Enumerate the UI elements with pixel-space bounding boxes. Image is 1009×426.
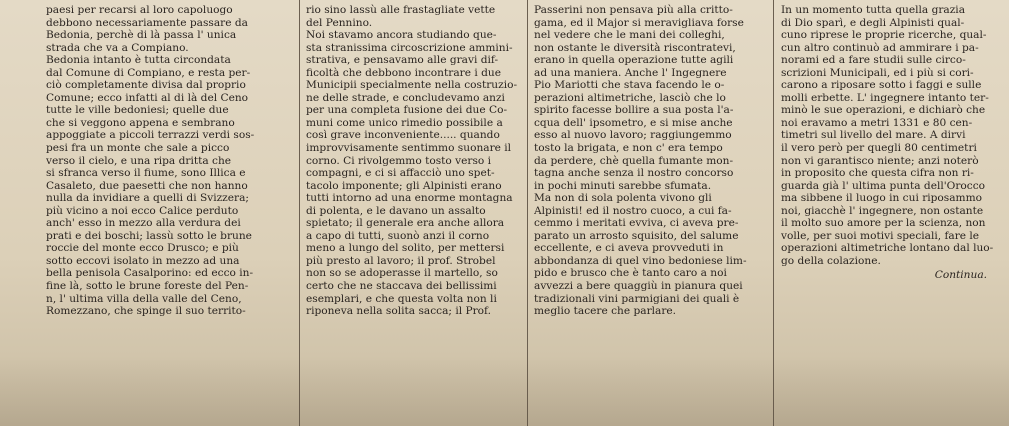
text-line: cuno riprese le proprie ricerche, qual-	[781, 29, 987, 42]
text-line: Casaleto, due paesetti che non hanno	[46, 179, 248, 192]
text-line: volle, per suoi motivi speciali, fare le	[781, 229, 980, 242]
text-line: per una completa fusione dei due Co-	[306, 104, 508, 117]
text-line: cemmo i meritati evviva, ci aveva pre-	[534, 217, 739, 230]
text-line: noi eravamo a metri 1331 e 80 cen-	[781, 116, 973, 129]
text-line: ad una maniera. Anche l' Ingegnere	[534, 66, 727, 79]
text-line: tosto la brigata, e non c' era tempo	[534, 142, 723, 155]
text-line: in proposito che questa cifra non ri-	[781, 167, 974, 180]
text-line: meglio tacere che parlare.	[534, 305, 677, 318]
text-line: nulla da invidiare a quelli di Svizzera;	[46, 192, 249, 205]
text-line: abbondanza di quel vino bedoniese lim-	[534, 254, 747, 267]
text-line: compagni, e ci si affacciò uno spet-	[306, 167, 495, 180]
text-line: cqua dell' ipsometro, e si mise anche	[534, 116, 733, 129]
text-line: bella penisola Casalporino: ed ecco in-	[46, 267, 254, 280]
text-line: dal Comune di Compiano, e resta per-	[46, 66, 251, 79]
text-line: non vi garantisco niente; anzi noterò	[781, 154, 979, 167]
text-line: anch' esso in mezzo alla verdura dei	[46, 217, 241, 230]
text-line: erano in quella operazione tutte agili	[534, 54, 734, 67]
text-line: scrizioni Municipali, ed i più si cori-	[781, 66, 974, 79]
text-line: verso il cielo, e una ripa dritta che	[46, 154, 232, 167]
text-line: guarda già l' ultima punta dell'Orocco	[781, 179, 986, 192]
text-line: meno a lungo del solito, per mettersi	[306, 242, 505, 255]
text-line: certo che ne staccava dei bellissimi	[306, 280, 497, 293]
column-divider	[773, 0, 774, 426]
text-line: il vero però per quegli 80 centimetri	[781, 142, 977, 155]
text-line: rio sino lassù alle frastagliate vette	[306, 4, 496, 16]
text-line: eccellente, e ci aveva provveduti in	[534, 242, 724, 255]
text-line: pesi fra un monte che sale a picco	[46, 142, 230, 155]
page-shadow	[0, 356, 1009, 426]
text-line: fine là, sotto le brune foreste del Pen-	[46, 280, 249, 293]
text-line: tacolo imponente; gli Alpinisti erano	[306, 179, 502, 192]
text-line: Comune; ecco infatti al di là del Ceno	[46, 91, 249, 104]
text-line: spietato; il generale era anche allora	[306, 217, 505, 230]
text-line: operazioni altimetriche lontano dal luo-	[781, 242, 994, 255]
text-line: n, l' ultima villa della valle del Ceno,	[46, 292, 242, 305]
text-line: non ostante le diversità riscontratevi,	[534, 41, 736, 54]
text-line: prati e dei boschi; lassù sotto le brune	[46, 229, 252, 242]
text-line: gama, ed il Major si meravigliava forse	[534, 16, 744, 29]
text-line: il molto suo amore per la scienza, non	[781, 217, 986, 230]
text-line: go della colazione.	[781, 254, 881, 267]
text-line: timetri sul livello del mare. A dirvi	[781, 129, 966, 142]
continua-label: Continua.	[934, 269, 987, 282]
text-line: Bedonia intanto è tutta circondata	[46, 54, 231, 67]
text-line: noi, giacchè l' ingegnere, non ostante	[781, 204, 984, 217]
text-line: roccie del monte ecco Drusco; e più	[46, 242, 239, 255]
text-line: di Dio sparì, e degli Alpinisti qual-	[781, 16, 965, 29]
text-line: si sfranca verso il fiume, sono Illica e	[46, 167, 246, 180]
text-line: In un momento tutta quella grazia	[781, 4, 966, 16]
text-line: parato un arrosto squisito, del salume	[534, 229, 739, 242]
text-line: Bedonia, perchè di là passa l' unica	[46, 29, 237, 42]
text-line: avvezzi a bere quaggiù in pianura quei	[534, 280, 743, 293]
text-line: Pio Mariotti che stava facendo le o-	[534, 79, 725, 92]
text-column-3	[528, 0, 771, 318]
text-line: perazioni altimetriche, lasciò che lo	[534, 91, 726, 104]
text-line: strativa, e pensavamo alle gravi dif-	[306, 54, 499, 67]
text-line: Ma non di sola polenta vivono gli	[534, 192, 712, 205]
text-line: non so se adoperasse il martello, so	[306, 267, 498, 280]
text-line: che si veggono appena e sembrano	[46, 116, 235, 129]
text-line: a capo di tutti, suonò anzi il corno	[306, 229, 490, 242]
text-line: carono a riposare sotto i faggi e sulle	[781, 79, 982, 92]
text-line: tutti intorno ad una enorme montagna	[306, 192, 513, 205]
text-line: così grave inconveniente..... quando	[306, 129, 500, 142]
text-line: strada che va a Compiano.	[46, 41, 189, 54]
text-line: Passerini non pensava più alla critto-	[534, 4, 733, 16]
text-line: debbono necessariamente passare da	[46, 16, 248, 29]
text-line: del Pennino.	[306, 16, 373, 29]
text-line: in pochi minuti sarebbe sfumata.	[534, 179, 712, 192]
text-line: ma sibbene il luogo in cui riposammo	[781, 192, 983, 205]
text-line: improvvisamente sentimmo suonare il	[306, 142, 512, 155]
text-line: ficoltà che debbono incontrare i due	[306, 66, 501, 79]
text-line: minò le sue operazioni, e dichiarò che	[781, 104, 986, 117]
text-line: molli erbette. L' ingegnere intanto ter-	[781, 91, 989, 104]
text-line: Municipii specialmente nella costruzio-	[306, 79, 518, 92]
text-line: spirito facesse bollire a sua posta l'a-	[534, 104, 734, 117]
text-line: Romezzano, che spinge il suo territo-	[46, 305, 246, 318]
text-column-1	[40, 0, 300, 318]
text-line: cun altro continuò ad ammirare i pa-	[781, 41, 979, 54]
text-line: ne delle strade, e concludevamo anzi	[306, 91, 505, 104]
text-line: riponeva nella solita sacca; il Prof.	[306, 305, 491, 318]
text-line: sta stranissima circoscrizione ammini-	[306, 41, 513, 54]
text-column-4	[775, 0, 1007, 282]
text-line: ciò completamente divisa dal proprio	[46, 79, 246, 92]
text-line: muni come unico rimedio possibile a	[306, 116, 503, 129]
text-line: tradizionali vini parmigiani dei quali è	[534, 292, 740, 305]
text-column-2	[300, 0, 540, 318]
text-line: più presto al lavoro; il prof. Strobel	[306, 254, 496, 267]
text-line: tagna anche senza il nostro concorso	[534, 167, 734, 180]
text-line: più vicino a noi ecco Calice perduto	[46, 204, 239, 217]
text-line: tutte le ville bedoniesi; quelle due	[46, 104, 229, 117]
text-line: sotto eccovi isolato in mezzo ad una	[46, 254, 240, 267]
text-line: esso al nuovo lavoro; raggiungemmo	[534, 129, 732, 142]
text-line: paesi per recarsi al loro capoluogo	[46, 4, 233, 16]
text-line: Noi stavamo ancora studiando que-	[306, 29, 497, 42]
text-line: di polenta, e le davano un assalto	[306, 204, 486, 217]
text-line: nel vedere che le mani dei colleghi,	[534, 29, 725, 42]
text-line: pido e brusco che è tanto caro a noi	[534, 267, 727, 280]
text-line: Alpinisti! ed il nostro cuoco, a cui fa-	[534, 204, 732, 217]
text-line: da perdere, chè quella fumante mon-	[534, 154, 734, 167]
text-line: appoggiate a piccoli terrazzi verdi sos-	[46, 129, 255, 142]
text-line: esemplari, e che questa volta non li	[306, 292, 497, 305]
text-line: norami ed a fare studii sulle circo-	[781, 54, 966, 67]
text-line: corno. Ci rivolgemmo tosto verso i	[306, 154, 492, 167]
